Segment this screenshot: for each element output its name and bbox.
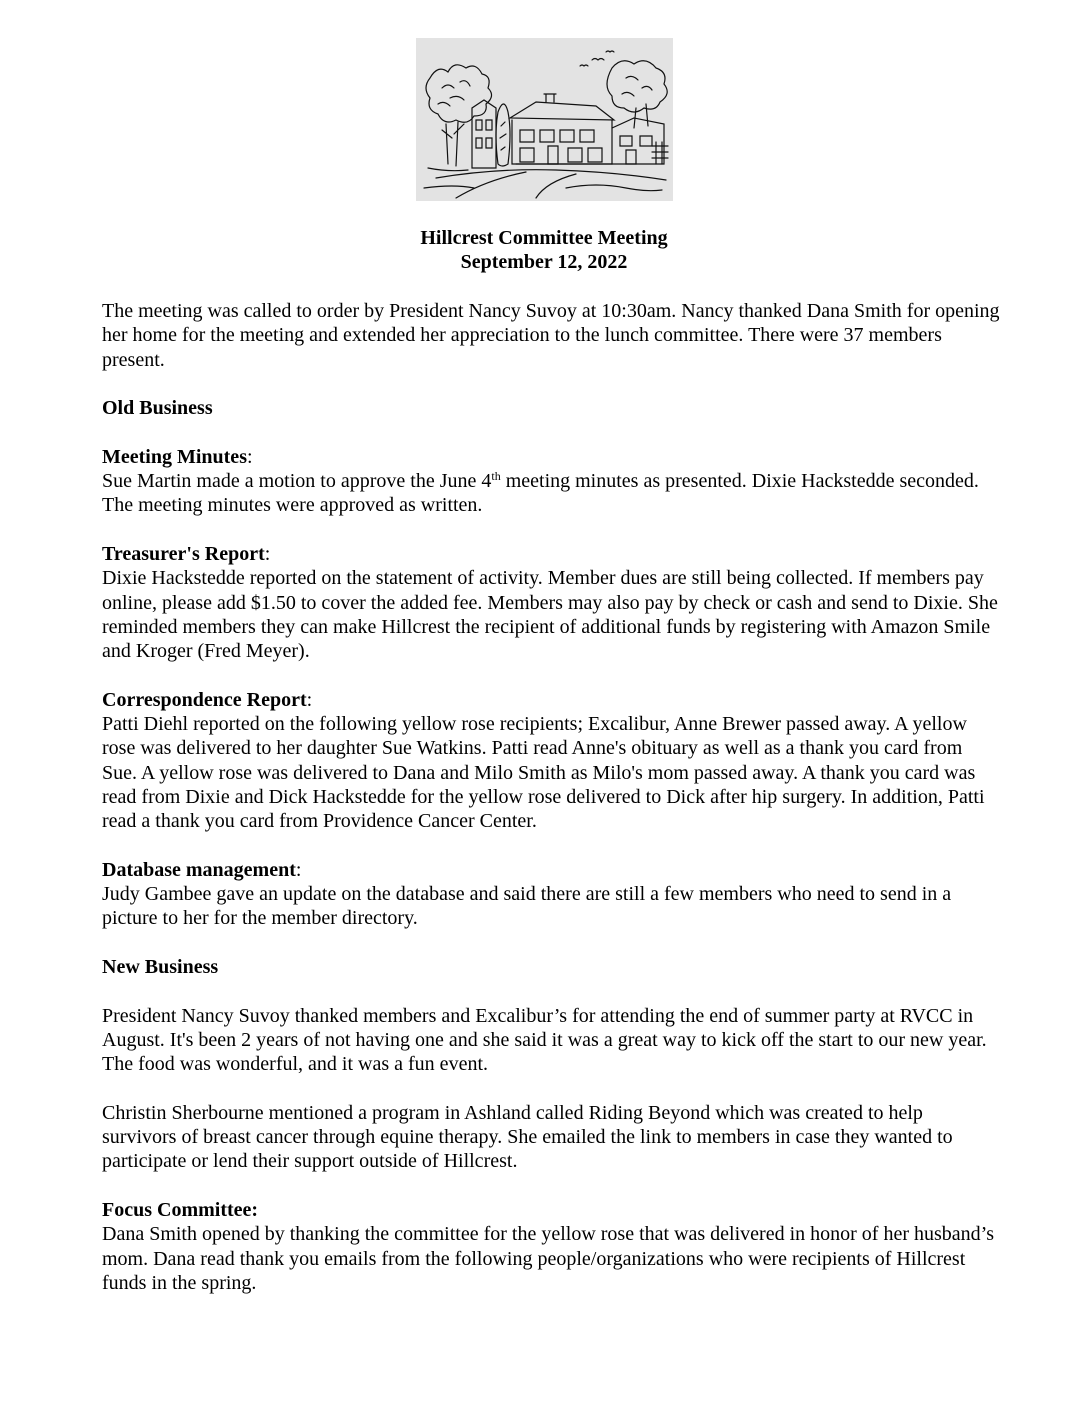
database-heading: Database management [102, 858, 296, 881]
hillcrest-house-sketch-icon [416, 38, 673, 201]
database-section [102, 858, 1002, 882]
treasurer-text: Dixie Hackstedde reported on the statement of activity. Member dues are still being collected. If members pay online, please add $1.50 to cover the added fee. Members may also pay by check or cash and send to Dixie. She reminded members they can make Hillcrest the recipient of additional funds by registering with Amazon Smile and Kroger (Fred Meyer). [102, 567, 998, 663]
heading-colon: : [306, 688, 313, 711]
intro-paragraph: The meeting was called to order by President Nancy Suvoy at 10:30am. Nancy thanked Dana Smith for opening her home for the meeting and extended her appreciation to the lunch committee. There were 37 members present. [102, 300, 1000, 371]
meeting-minutes-section [102, 445, 1002, 469]
focus-committee-text: Dana Smith opened by thanking the committee for the yellow rose that was delivered in honor of her husband’s mom. Dana read thank you emails from the following people/organizations who were recipients of Hillcrest funds in the spring. [102, 1223, 995, 1294]
database-text: Judy Gambee gave an update on the database and said there are still a few members who need to send in a picture to her for the member directory. [102, 883, 952, 930]
correspondence-heading: Correspondence Report [102, 688, 307, 711]
correspondence-text: Patti Diehl reported on the following yellow rose recipients; Excalibur, Anne Brewer passed away. A yellow rose was delivered to her daughter Sue Watkins. Patti read Anne's obituary as well as a thank you card from Sue. A yellow rose was delivered to Dana and Milo Smith as Milo's mom passed away. A thank you card was read from Dixie and Dick Hackstedde for the yellow rose delivered to Dick after hip surgery. In addition, Patti read a thank you card from Providence Cancer Center. [102, 713, 985, 833]
correspondence-section [102, 688, 1002, 712]
new-business-paragraph-2: Christin Sherbourne mentioned a program in Ashland called Riding Beyond which was created to help survivors of breast cancer through equine therapy. She emailed the link to members in case they wanted to participate or lend their support outside of Hillcrest. [102, 1101, 953, 1173]
ordinal-suffix: th [491, 469, 501, 484]
treasurer-heading: Treasurer's Report [102, 542, 265, 565]
new-business-paragraph-1: President Nancy Suvoy thanked members and Excalibur’s for attending the end of summer party at RVCC in August. It's been 2 years of not having one and she said it was a great way to kick off the start to our new year. The food was wonderful, and it was a fun event. [102, 1004, 987, 1076]
document-title-block [0, 226, 1088, 274]
meeting-date: September 12, 2022 [460, 251, 628, 273]
document-body [102, 299, 1002, 1295]
meeting-minutes-heading: Meeting Minutes [102, 445, 247, 468]
focus-committee-heading: Focus Committee: [102, 1198, 259, 1221]
old-business-heading: Old Business [102, 397, 213, 420]
heading-colon: : [246, 445, 253, 468]
meeting-minutes-text [102, 469, 1002, 518]
meeting-minutes-text-start: Sue Martin made a motion to approve the June 4 [102, 470, 492, 493]
new-business-heading: New Business [102, 956, 219, 979]
heading-colon: : [264, 542, 271, 565]
meeting-minutes-text-end: meeting minutes as presented. Dixie Hackstedde seconded. The meeting minutes were approved as written. [102, 470, 979, 517]
treasurer-section [102, 542, 1002, 566]
document-title: Hillcrest Committee Meeting [420, 227, 668, 249]
heading-colon: : [295, 858, 302, 881]
